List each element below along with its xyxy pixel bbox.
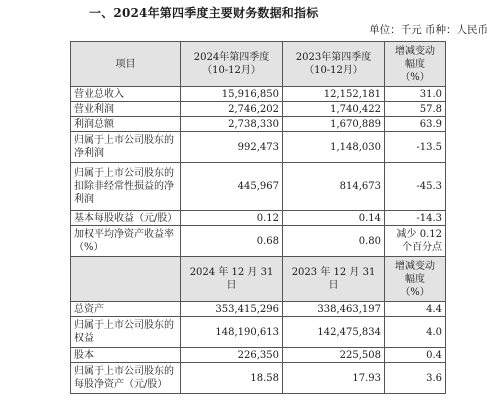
value-change: -45.3	[416, 181, 442, 192]
table-row	[71, 87, 446, 102]
value-change: 3.6	[426, 372, 442, 384]
value-change: 4.0	[426, 326, 442, 338]
header-change-2: 增减变动 幅度 （%）	[385, 257, 446, 302]
header-2024-12-31: 2024 年 12 月 31 日	[189, 267, 274, 291]
value-2023: 814,673	[339, 181, 381, 192]
value-2024: 18.58	[250, 372, 279, 384]
row-label: 加权平均净资产收益率 （%）	[71, 226, 181, 257]
value-2024: 353,415,296	[215, 303, 279, 315]
header-2023q4: 2023年第四季度 （10-12月）	[283, 42, 385, 87]
table-row	[71, 348, 446, 363]
value-2023: 0.14	[358, 212, 381, 224]
value-2023: 12,152,181	[323, 88, 381, 100]
header-change: 增减变动 幅度 （%）	[385, 42, 446, 87]
value-change: 31.0	[419, 88, 442, 100]
financial-table	[70, 41, 446, 394]
value-2024: 2,738,330	[228, 118, 279, 130]
header-2024q4: 2024年第四季度 （10-12月）	[181, 42, 283, 87]
section-title: 一、2024年第四季度主要财务数据和指标	[89, 6, 319, 20]
value-2024: 226,350	[237, 349, 279, 361]
value-2023: 338,463,197	[317, 303, 381, 315]
value-2023: 1,670,889	[330, 118, 381, 130]
value-2024: 0.12	[256, 212, 279, 224]
row-label: 基本每股收益（元/股）	[74, 212, 178, 224]
table-row	[71, 163, 446, 211]
value-2023: 1,148,030	[330, 141, 381, 153]
table-row	[71, 132, 446, 163]
table-row	[71, 102, 446, 117]
row-label: 股本	[74, 349, 94, 361]
value-2023: 0.80	[358, 235, 381, 247]
table-row	[71, 317, 446, 348]
value-2023: 142,475,834	[317, 326, 381, 338]
row-label: 营业利润	[74, 103, 114, 115]
table-row	[71, 211, 446, 226]
table-row	[71, 302, 446, 317]
value-2023: 225,508	[339, 349, 381, 361]
value-2024: 148,190,613	[215, 326, 279, 338]
value-2024: 445,967	[237, 181, 279, 192]
row-label: 总资产	[74, 303, 104, 315]
row-label: 利润总额	[74, 118, 114, 130]
table-row	[71, 117, 446, 132]
row-label: 营业总收入	[74, 88, 124, 100]
header-item: 项目	[71, 42, 181, 87]
value-change: 4.4	[426, 303, 442, 315]
value-2024: 2,746,202	[228, 103, 279, 115]
value-change: 0.4	[426, 349, 442, 361]
value-2024: 0.68	[256, 235, 279, 247]
header-blank	[71, 257, 181, 302]
table-row	[71, 226, 446, 257]
header-2023-12-31: 2023 年 12 月 31 日	[291, 267, 376, 291]
unit-line: 单位：千元 币种：人民币	[369, 24, 488, 36]
value-change: 63.9	[419, 118, 442, 130]
value-2023: 1,740,422	[330, 103, 381, 115]
value-change: 减少 0.12 个百分点	[385, 226, 446, 257]
row-label: 归属于上市公司股东的 扣除非经常性损益的净 利润	[71, 163, 181, 211]
table-row	[71, 363, 446, 394]
row-label: 归属于上市公司股东的 每股净资产（元/股）	[71, 363, 181, 394]
value-change: -14.3	[416, 212, 442, 224]
row-label: 归属于上市公司股东的 净利润	[71, 132, 181, 163]
value-2024: 15,916,850	[221, 88, 279, 100]
value-2023: 17.93	[352, 372, 381, 384]
value-change: 57.8	[419, 103, 442, 115]
value-change: -13.5	[416, 141, 442, 153]
row-label: 归属于上市公司股东的 权益	[71, 317, 181, 348]
date-header-row	[71, 257, 446, 302]
quarter-header-row	[71, 42, 446, 87]
value-2024: 992,473	[237, 141, 279, 153]
